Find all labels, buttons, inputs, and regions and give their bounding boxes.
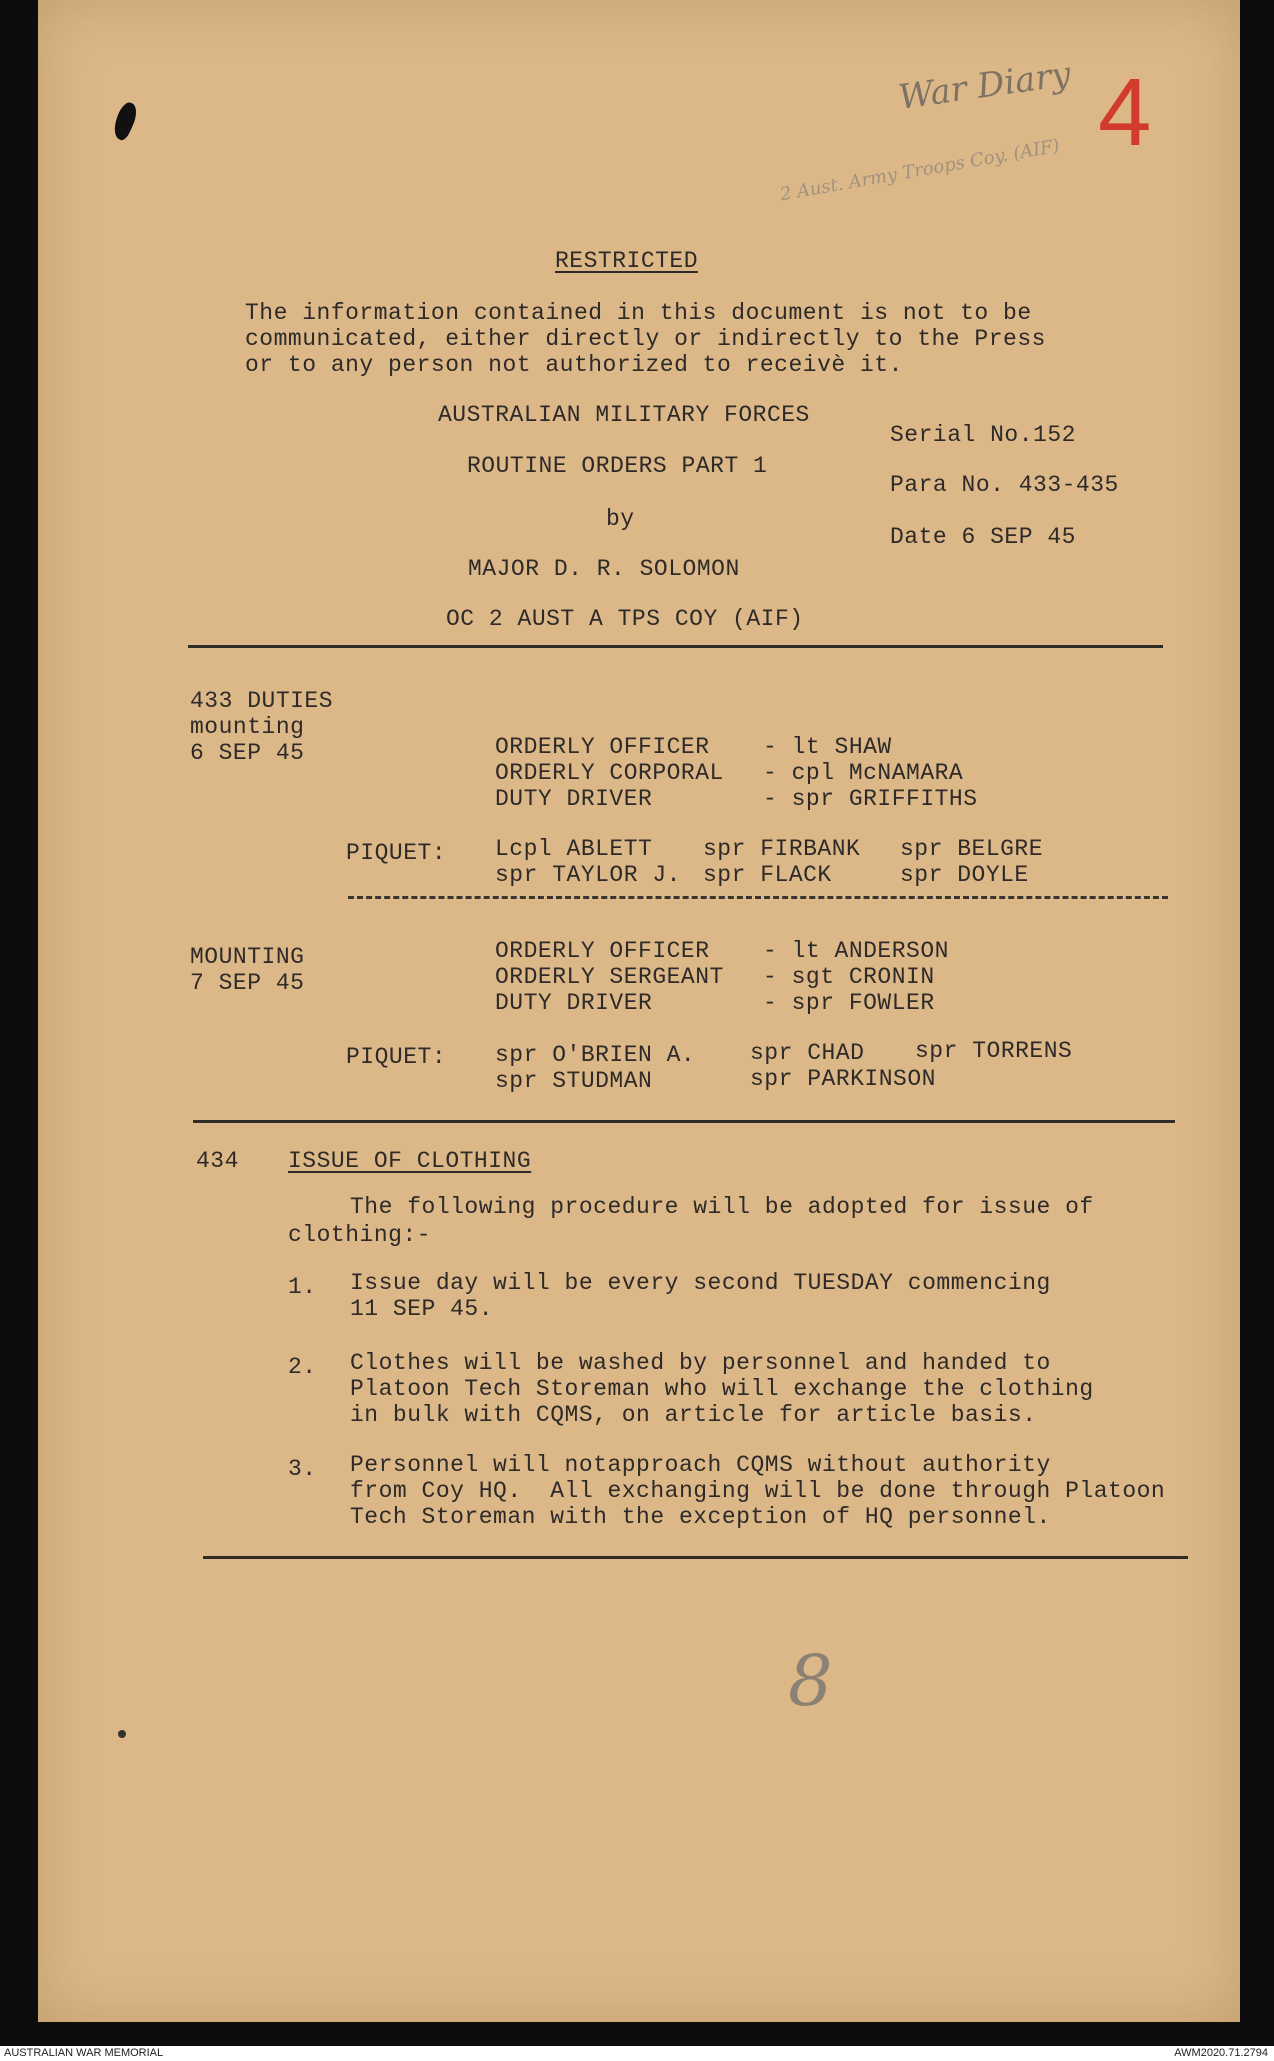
item-line: Tech Storeman with the exception of HQ personnel. [350,1504,1051,1530]
item-number: 3. [288,1456,317,1482]
duty-role: ORDERLY SERGEANT [495,964,724,990]
item-line: from Coy HQ. All exchanging will be done through Platoon [350,1478,1166,1504]
clothing-para-label: 434 [196,1148,239,1174]
header-forces: AUSTRALIAN MILITARY FORCES [438,402,810,428]
mounting-label-2: MOUNTING [190,944,305,970]
item-line: Personnel will notapproach CQMS without authority [350,1452,1051,1478]
divider-2 [193,1120,1175,1123]
duty-name: - spr GRIFFITHS [763,786,978,812]
notice-line-1: The information contained in this document is not to be [245,300,1032,326]
header-by: by [606,506,635,532]
duties-date-2: 7 SEP 45 [190,970,305,996]
notice-line-2: communicated, either directly or indirectly to the Press [245,326,1046,352]
piquet-member: spr FLACK [703,862,832,888]
duty-name: - lt ANDERSON [763,938,949,964]
clothing-title: ISSUE OF CLOTHING [288,1148,532,1174]
document-page [38,0,1240,2022]
folio-number: 8 [788,1640,833,1722]
duty-name: - cpl McNAMARA [763,760,964,786]
item-line: Clothes will be washed by personnel and handed to [350,1350,1051,1376]
header-unit: OC 2 AUST A TPS COY (AIF) [446,606,804,632]
piquet-label-2: PIQUET: [346,1044,447,1070]
item-line: Platoon Tech Storeman who will exchange the clothing [350,1376,1094,1402]
duties-para-label: 433 DUTIES [190,688,334,714]
piquet-member: spr BELGRE [900,836,1044,862]
duties-date-1: 6 SEP 45 [190,740,305,766]
piquet-member: spr CHAD [750,1040,865,1066]
order-date: Date 6 SEP 45 [890,524,1076,550]
piquet-member: spr TORRENS [915,1038,1073,1064]
war-diary-note: War Diary [896,54,1074,118]
ink-blot [109,100,141,142]
serial-number: Serial No.152 [890,422,1076,448]
piquet-member: spr TAYLOR J. [495,862,681,888]
piquet-member: spr STUDMAN [495,1068,653,1094]
duty-name: - spr FOWLER [763,990,935,1016]
duty-name: - lt SHAW [763,734,892,760]
dashed-divider [348,896,1168,899]
duty-role: ORDERLY CORPORAL [495,760,724,786]
page-number-red: 4 [1098,59,1152,166]
duty-name: - sgt CRONIN [763,964,935,990]
footer-reference: AWM2020.71.2794 [1174,2047,1268,2059]
divider-1 [188,645,1163,648]
item-line: in bulk with CQMS, on article for article basis. [350,1402,1037,1428]
unit-note: 2 Aust. Army Troops Coy. (AIF) [778,135,1062,206]
piquet-member: spr DOYLE [900,862,1029,888]
duties-mounting-label: mounting [190,714,305,740]
clothing-intro-1: The following procedure will be adopted for issue of [350,1194,1094,1220]
item-number: 2. [288,1354,317,1380]
duty-role: DUTY DRIVER [495,990,653,1016]
footer-source: AUSTRALIAN WAR MEMORIAL [4,2047,164,2059]
piquet-member: spr PARKINSON [750,1066,936,1092]
piquet-member: Lcpl ABLETT [495,836,653,862]
piquet-member: spr FIRBANK [703,836,861,862]
item-line: Issue day will be every second TUESDAY commencing [350,1270,1051,1296]
item-line: 11 SEP 45. [350,1296,494,1322]
piquet-member: spr O'BRIEN A. [495,1042,696,1068]
notice-line-3: or to any person not authorized to receivè it. [245,352,903,378]
item-number: 1. [288,1274,317,1300]
duty-role: ORDERLY OFFICER [495,938,710,964]
clothing-intro-2: clothing:- [288,1222,432,1248]
duty-role: DUTY DRIVER [495,786,653,812]
punch-mark [118,1730,126,1738]
header-officer: MAJOR D. R. SOLOMON [468,556,740,582]
piquet-label-1: PIQUET: [346,840,447,866]
header-orders: ROUTINE ORDERS PART 1 [467,453,768,479]
duty-role: ORDERLY OFFICER [495,734,710,760]
restricted-heading: RESTRICTED [555,248,699,274]
para-number: Para No. 433-435 [890,472,1119,498]
divider-3 [203,1556,1188,1559]
